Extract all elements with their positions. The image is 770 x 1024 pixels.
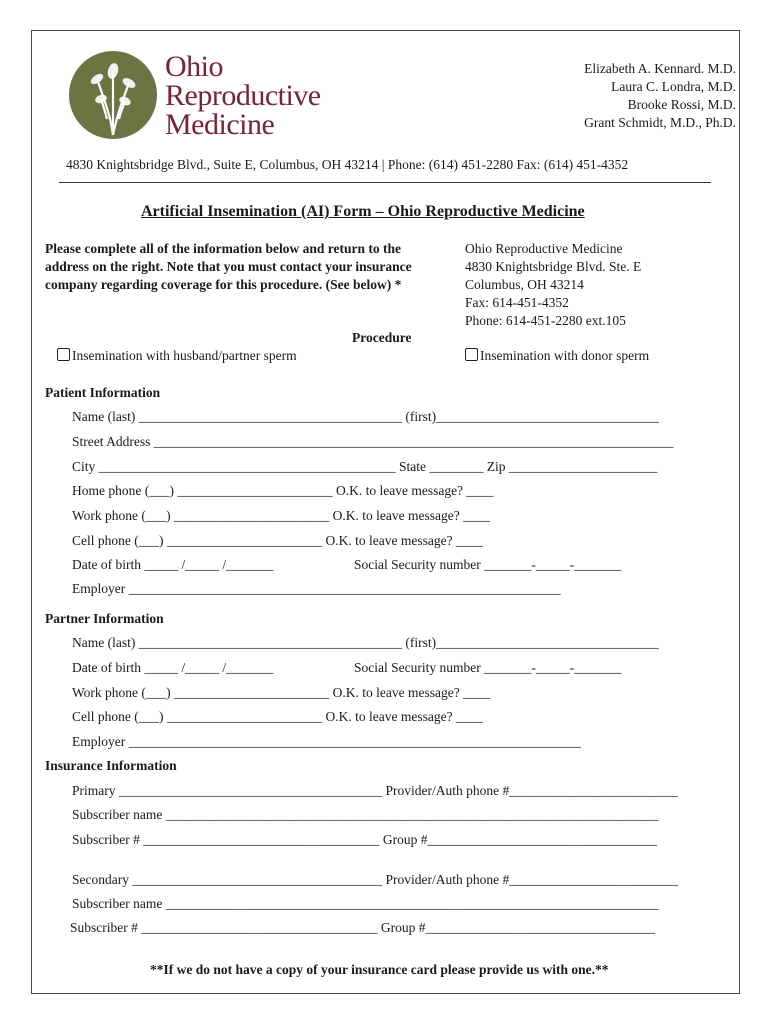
checkbox-partner-sperm[interactable]	[57, 348, 70, 361]
insurance-subscriber-number-field[interactable]: Subscriber # ___________________________________ Group #__________________________________	[70, 920, 655, 935]
logo-emblem-icon	[67, 49, 159, 141]
patient-home-phone-field[interactable]: Home phone (___) _______________________ O.K. to leave message? ____	[72, 483, 494, 498]
patient-street-field[interactable]: Street Address _____________________________________________________________________________	[72, 434, 674, 449]
doctor-name: Laura C. Londra, M.D.	[611, 79, 736, 94]
patient-cell-phone-field[interactable]: Cell phone (___) _______________________ O.K. to leave message? ____	[72, 533, 483, 548]
patient-city-field[interactable]: City ____________________________________________ State ________ Zip ______________________	[72, 459, 658, 474]
return-address-line: Phone: 614-451-2280 ext.105	[465, 313, 626, 328]
insurance-primary-field[interactable]: Primary _______________________________________ Provider/Auth phone #_________________________	[72, 783, 678, 798]
patient-work-phone-field[interactable]: Work phone (___) _______________________ O.K. to leave message? ____	[72, 508, 491, 523]
logo-text-medicine: Medicine	[165, 108, 275, 141]
patient-heading: Patient Information	[45, 385, 161, 400]
partner-name-field[interactable]: Name (last) _______________________________________ (first)_________________________________	[72, 635, 659, 650]
procedure-option-label: Insemination with donor sperm	[480, 348, 650, 363]
return-address-line: Columbus, OH 43214	[465, 277, 584, 292]
partner-cell-phone-field[interactable]: Cell phone (___) _______________________ O.K. to leave message? ____	[72, 709, 483, 724]
return-address-line: Fax: 614-451-4352	[465, 295, 569, 310]
header-divider	[59, 182, 711, 183]
partner-employer-field[interactable]: Employer ___________________________________________________________________	[72, 734, 581, 749]
insurance-subscriber-name-field[interactable]: Subscriber name _________________________________________________________________________	[72, 807, 659, 822]
procedure-option-partner[interactable]	[57, 348, 297, 364]
procedure-option-donor[interactable]	[465, 348, 649, 364]
clinic-address-bar: 4830 Knightsbridge Blvd., Suite E, Columbus, OH 43214 | Phone: (614) 451-2280 Fax: (614) 451-4352	[66, 157, 629, 172]
doctor-name: Elizabeth A. Kennard. M.D.	[584, 61, 736, 76]
insurance-secondary-field[interactable]: Secondary _____________________________________ Provider/Auth phone #_________________________	[72, 872, 678, 887]
partner-work-phone-field[interactable]: Work phone (___) _______________________ O.K. to leave message? ____	[72, 685, 491, 700]
logo-text-reproductive: Reproductive	[165, 79, 321, 112]
procedure-heading: Procedure	[352, 330, 412, 345]
doctor-name: Grant Schmidt, M.D., Ph.D.	[584, 115, 736, 130]
partner-dob-field[interactable]: Date of birth _____ /_____ /_______	[72, 660, 274, 675]
procedure-option-label: Insemination with husband/partner sperm	[72, 348, 297, 363]
doctor-name: Brooke Rossi, M.D.	[627, 97, 736, 112]
return-address-line: Ohio Reproductive Medicine	[465, 241, 623, 256]
patient-ssn-field[interactable]: Social Security number _______-_____-_______	[354, 557, 622, 572]
form-title: Artificial Insemination (AI) Form – Ohio Reproductive Medicine	[141, 203, 585, 220]
instructions-text: Please complete all of the information below and return to the address on the right. Note that you must contact your insurance company regarding coverage for this procedure. (See below) *	[45, 241, 412, 292]
logo-text-ohio: Ohio	[165, 50, 223, 83]
patient-employer-field[interactable]: Employer ________________________________________________________________	[72, 581, 561, 596]
partner-ssn-field[interactable]: Social Security number _______-_____-_______	[354, 660, 622, 675]
insurance-subscriber-name-field[interactable]: Subscriber name _________________________________________________________________________	[72, 896, 659, 911]
patient-name-field[interactable]: Name (last) _______________________________________ (first)_________________________________	[72, 409, 659, 424]
checkbox-donor-sperm[interactable]	[465, 348, 478, 361]
insurance-subscriber-number-field[interactable]: Subscriber # ___________________________________ Group #__________________________________	[72, 832, 657, 847]
return-address-line: 4830 Knightsbridge Blvd. Ste. E	[465, 259, 642, 274]
partner-heading: Partner Information	[45, 611, 164, 626]
insurance-heading: Insurance Information	[45, 758, 177, 773]
patient-dob-field[interactable]: Date of birth _____ /_____ /_______	[72, 557, 274, 572]
insurance-card-note: **If we do not have a copy of your insurance card please provide us with one.**	[150, 962, 609, 977]
